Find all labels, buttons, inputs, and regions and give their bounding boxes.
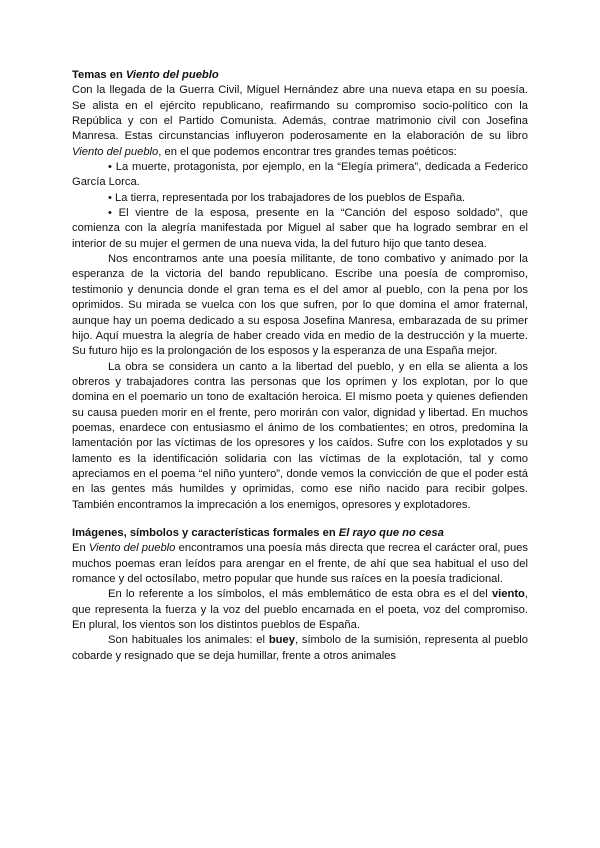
intro-book-title: Viento del pueblo bbox=[72, 145, 159, 158]
paragraph-simbolo-viento bbox=[72, 587, 528, 633]
text-b: , que representa la fuerza y la voz del pueblo encarnada en el poeta, voz del compromiso. En plural, los vientos son los distintos pueblos de España. bbox=[72, 588, 528, 632]
keyword-viento: viento bbox=[491, 588, 525, 601]
heading-book-title: Viento del pueblo bbox=[125, 69, 219, 81]
document-page bbox=[72, 68, 528, 664]
paragraph-poesia-militante: Nos encontramos ante una poesía militante, de tono combativo y animado por la esperanza de la victoria del bando republicano. Escribe una poesía de compromiso, testimonio y denuncia donde el gran tema es el del amor al pueblo, con la pena por los oprimidos. Su mirada se vuelca con los que sufren, por lo que domina el amor fraternal, aunque hay un poema dedicado a su esposa Josefina Manresa, embarazada de su primer hijo. Aquí muestra la alegría de haber creado vida en medio de la destrucción y la muerte. Su futuro hijo es la prolongación de los esposos y la esperanza de una España mejor. bbox=[72, 253, 528, 358]
paragraph-animales bbox=[72, 633, 528, 664]
book-title: Viento del pueblo bbox=[88, 542, 176, 555]
heading-prefix: Temas en bbox=[72, 69, 126, 81]
intro-text-b: , en el que podemos encontrar tres grandes temas poéticos: bbox=[158, 145, 457, 158]
paragraph-poesia-directa bbox=[72, 541, 528, 587]
intro-text-a: Con la llegada de la Guerra Civil, Miguel Hernández abre una nueva etapa en su poesía. Se alista en el ejército republicano, reafirmando su compromiso socio-político con la República y con el Partido Comunista. Además, contrae matrimonio civil con Josefina Manresa. Estas circunstancias influyeron poderosamente en la elaboración de su libro bbox=[72, 84, 528, 143]
bullet-item-tierra: • La tierra, representada por los trabajadores de los pueblos de España. bbox=[108, 191, 466, 204]
intro-paragraph bbox=[72, 83, 528, 160]
text-b: encontramos una poesía más directa que recrea el carácter oral, pues muchos poemas eran leídos para arengar en el frente, de ahí que sea habitual el uso del romance y del octosílabo, metro popular que hunde sus raíces en la poesía tradicional. bbox=[72, 542, 528, 585]
bullet-item-vientre: • El vientre de la esposa, presente en la “Canción del esposo soldado”, que comienza con la alegría manifestada por Miguel al saber que ha logrado sembrar en el interior de su mujer el germen de una nueva vida, la del futuro hijo que tanto desea. bbox=[72, 207, 528, 250]
section-heading-imagenes bbox=[72, 526, 528, 541]
section-spacer bbox=[72, 513, 528, 526]
text-a: En lo referente a los símbolos, el más emblemático de esta obra es el del bbox=[108, 588, 492, 601]
text-b: , símbolo de la sumisión, representa al pueblo cobarde y resignado que se deja humillar, frente a otros animales bbox=[72, 634, 529, 662]
section-heading-temas bbox=[72, 68, 528, 83]
keyword-buey: buey bbox=[268, 634, 295, 647]
text-a: En bbox=[72, 542, 89, 555]
text-a: Son habituales los animales: el bbox=[108, 634, 269, 647]
heading-book-title: El rayo que no cesa bbox=[338, 526, 444, 539]
bullet-item-muerte: • La muerte, protagonista, por ejemplo, en la “Elegía primera”, dedicada a Federico García Lorca. bbox=[72, 161, 528, 189]
paragraph-canto-libertad: La obra se considera un canto a la libertad del pueblo, y en ella se alienta a los obreros y trabajadores contra las personas que los oprimen y los explotan, por lo que domina en el poemario un tono de exaltación heroica. El mismo poeta y quienes defienden su causa pueden morir en el frente, pero morirán con valor, dignidad y libertad. En muchos poemas, enardece con entusiasmo el ánimo de los combatientes; en otros, predomina la lamentación por las víctimas de los opresores y los caídos. Sufre con los explotados y su lamento es la identificación solidaria con las víctimas de la explotación, tal y como apreciamos en el poema “el niño yuntero”, donde vemos la convicción de que el poder está en las gentes más humildes y oprimidas, como ese niño nacido para recibir golpes. También encontramos la imprecación a los enemigos, opresores y explotadores. bbox=[72, 360, 528, 511]
heading-prefix: Imágenes, símbolos y características formales en bbox=[72, 526, 339, 539]
